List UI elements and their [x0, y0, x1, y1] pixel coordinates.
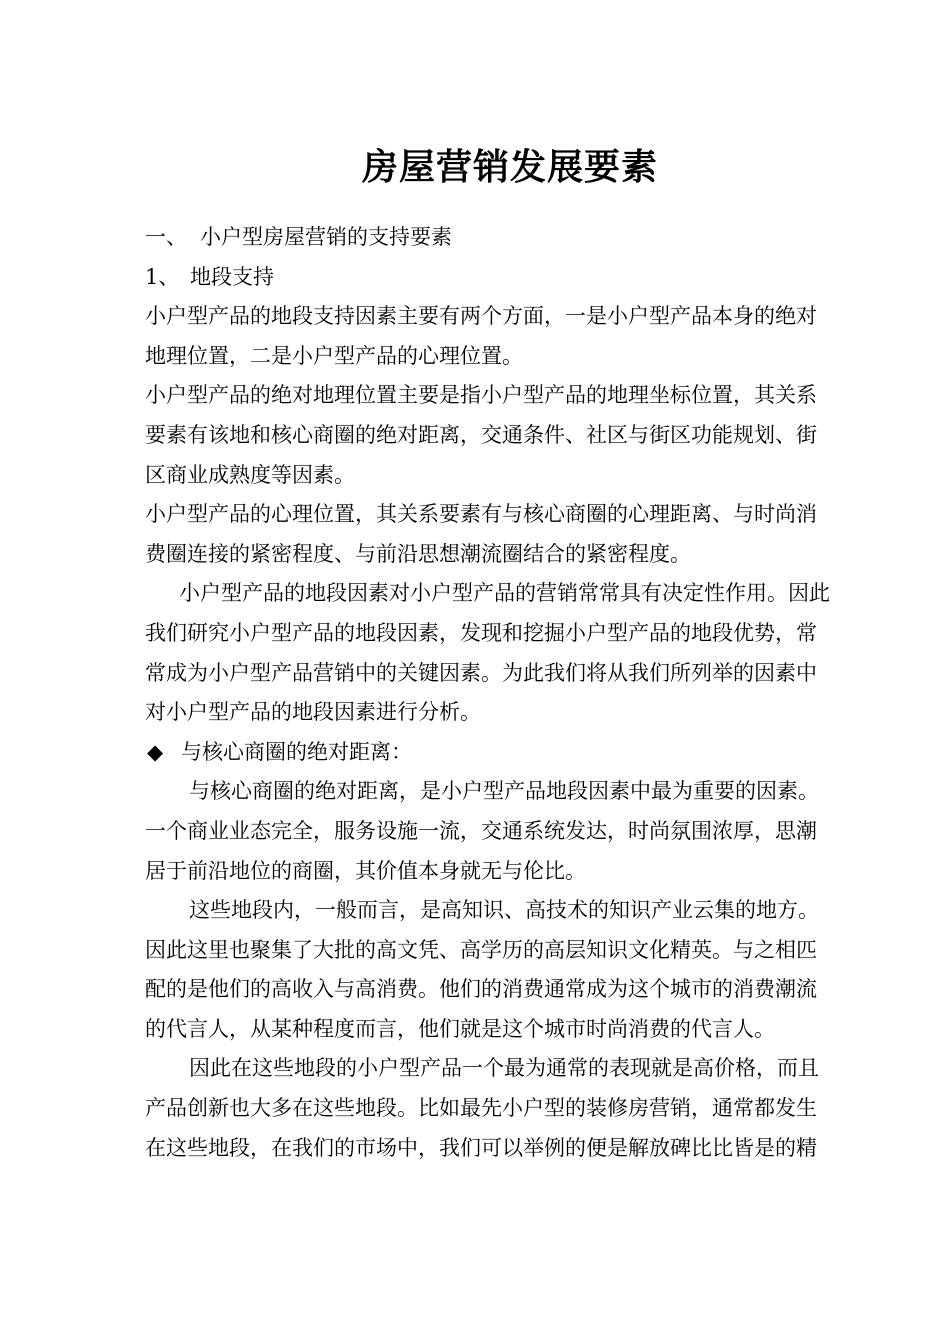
- paragraph-line: 区商业成熟度等因素。: [145, 462, 355, 487]
- document-body: [145, 218, 880, 1168]
- paragraph-line: 在这些地段，在我们的市场中，我们可以举例的便是解放碑比比皆是的精: [145, 1135, 817, 1160]
- subsection-number: 1、: [145, 264, 180, 289]
- paragraph-line: 小户型产品的地段支持因素主要有两个方面，一是小户型产品本身的绝对: [145, 304, 817, 329]
- subsection-heading-text: 地段支持: [190, 264, 274, 289]
- section-heading-1: [145, 218, 880, 258]
- diamond-bullet-icon: ◆: [147, 739, 164, 764]
- paragraph-line: 小户型产品的心理位置，其关系要素有与核心商圈的心理距离、与时尚消: [145, 502, 817, 527]
- paragraph-line: 一个商业业态完全，服务设施一流，交通系统发达，时尚氛围浓厚，思潮: [145, 818, 817, 843]
- paragraph-line: 我们研究小户型产品的地段因素，发现和挖掘小户型产品的地段优势，常: [145, 620, 817, 645]
- section-heading-text: 小户型房屋营销的支持要素: [200, 225, 452, 249]
- paragraph-line: 费圈连接的紧密程度、与前沿思想潮流圈结合的紧密程度。: [145, 541, 691, 566]
- paragraph-line: 居于前沿地位的商圈，其价值本身就无与伦比。: [145, 858, 586, 883]
- section-number: 一、: [145, 225, 187, 249]
- paragraph-line: 常成为小户型产品营销中的关键因素。为此我们将从我们所列举的因素中: [145, 660, 817, 685]
- document-title: 房屋营销发展要素: [361, 146, 658, 188]
- paragraph-line: 这些地段内，一般而言，是高知识、高技术的知识产业云集的地方。: [189, 898, 819, 923]
- paragraph-line: 地理位置，二是小户型产品的心理位置。: [145, 343, 523, 368]
- paragraph-line: 配的是他们的高收入与高消费。他们的消费通常成为这个城市的消费潮流: [145, 977, 817, 1002]
- paragraph-line: 的代言人，从某种程度而言，他们就是这个城市时尚消费的代言人。: [145, 1016, 775, 1041]
- paragraph-line: 小户型产品的绝对地理位置主要是指小户型产品的地理坐标位置，其关系: [145, 383, 817, 408]
- subsection-heading-1: [145, 258, 880, 298]
- paragraph-line: 小户型产品的地段因素对小户型产品的营销常常具有决定性作用。因此: [179, 581, 830, 606]
- paragraph-line: 与核心商圈的绝对距离，是小户型产品地段因素中最为重要的因素。: [189, 779, 819, 804]
- paragraph-line: 因此在这些地段的小户型产品一个最为通常的表现就是高价格，而且: [189, 1056, 819, 1081]
- paragraph-line: 产品创新也大多在这些地段。比如最先小户型的装修房营销，通常都发生: [145, 1096, 817, 1121]
- paragraph-line: 因此这里也聚集了大批的高文凭、高学历的高层知识文化精英。与之相匹: [145, 937, 817, 962]
- paragraph-line: 对小户型产品的地段因素进行分析。: [145, 700, 481, 725]
- bullet-text: 与核心商圈的绝对距离：: [181, 739, 412, 764]
- paragraph-line: 要素有该地和核心商圈的绝对距离，交通条件、社区与街区功能规划、街: [145, 422, 817, 447]
- bullet-item: [145, 733, 880, 773]
